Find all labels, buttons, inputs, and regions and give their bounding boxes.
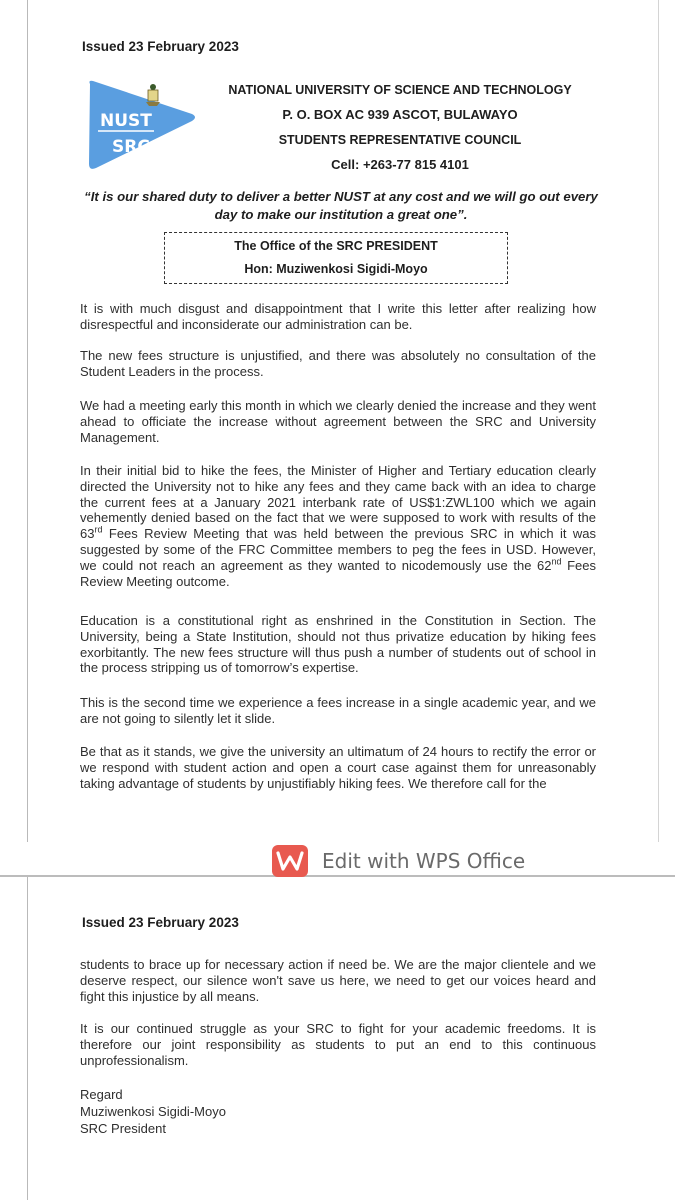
ordinal-suffix: nd	[551, 556, 562, 567]
signatory-name: Muziwenkosi Sigidi-Moyo	[80, 1104, 226, 1119]
paragraph-8: students to brace up for necessary action if need be. We are the major clientele and we deserve respect, our silence won't save us here, we need to get our voices heard and fight this injustice by all means.	[80, 957, 596, 1004]
paragraph-4-part-2: Fees Review Meeting that was held between the previous SRC in which it was suggested by some of the FRC Committee members to peg the fees in USD. However, we could not reach an agreement as they wanted to nicodemously use the 62	[80, 526, 596, 573]
paragraph-5: Education is a constitutional right as enshrined in the Constitution in Section. The University, being a State Institution, should not thus privatize education by hiking fees exorbitantly. The new fees structure will thus push a number of students out of school in the process stripping us of tomorrow’s expertise.	[80, 613, 596, 676]
ordinal-suffix: rd	[94, 524, 103, 535]
logo-src-text: SRC	[112, 137, 150, 157]
page1-right-border	[658, 0, 659, 842]
postal-address: P. O. BOX AC 939 ASCOT, BULAWAYO	[282, 107, 518, 122]
university-name: NATIONAL UNIVERSITY OF SCIENCE AND TECHNOLOGY	[228, 83, 572, 97]
paragraph-9: It is our continued struggle as your SRC to fight for your academic freedoms. It is therefore our joint responsibility as students to put an end to this continuous unprofessionalism.	[80, 1021, 596, 1068]
wps-watermark-text: Edit with WPS Office	[322, 849, 526, 873]
office-box	[164, 232, 508, 284]
page1-left-border	[27, 0, 28, 842]
paragraph-3: We had a meeting early this month in which we clearly denied the increase and they went ahead to officiate the increase without agreement between the SRC and University Management.	[80, 398, 596, 445]
paragraph-4	[80, 463, 596, 589]
office-title: The Office of the SRC PRESIDENT	[234, 239, 438, 253]
logo-nust-text: NUST	[100, 111, 152, 131]
crest-icon	[146, 84, 160, 106]
motto-quote: “It is our shared duty to deliver a better NUST at any cost and we will go out every day to make our institution a great one”.	[84, 189, 598, 222]
paragraph-2: The new fees structure is unjustified, and there was absolutely no consultation of the Student Leaders in the process.	[80, 348, 596, 379]
paragraph-4-part-3: Fees Review Meeting outcome.	[80, 557, 596, 589]
wps-watermark[interactable]	[272, 845, 525, 877]
wps-logo-icon	[272, 845, 308, 877]
nust-src-logo	[84, 76, 202, 172]
president-name: Hon: Muziwenkosi Sigidi-Moyo	[244, 262, 428, 276]
paragraph-6: This is the second time we experience a fees increase in a single academic year, and we are not going to silently let it slide.	[80, 695, 596, 726]
paragraph-1: It is with much disgust and disappointment that I write this letter after realizing how disrespectful and inconsiderate our administration can be.	[80, 301, 596, 332]
page2-left-border	[27, 877, 28, 1200]
signatory-title: SRC President	[80, 1121, 166, 1136]
issued-date-page-2: Issued 23 February 2023	[82, 915, 239, 930]
closing: Regard	[80, 1087, 123, 1102]
paragraph-4-part-1: In their initial bid to hike the fees, the Minister of Higher and Tertiary education clearly directed the University not to hike any fees and they came back with an idea to charge the current fees at a January 2021 interbank rate of US$1:ZWL100 which we again vehemently denied based on the fact that we were supposed to work with results of the 63	[80, 463, 596, 542]
issued-date: Issued 23 February 2023	[82, 39, 239, 54]
cell-number: Cell: +263-77 815 4101	[331, 157, 469, 172]
paragraph-7: Be that as it stands, we give the university an ultimatum of 24 hours to rectify the error or we respond with student action and open a court case against them for unreasonably taking advantage of students by unjustifiably hiking fees. We therefore call for the	[80, 744, 596, 791]
council-name: STUDENTS REPRESENTATIVE COUNCIL	[278, 133, 522, 147]
